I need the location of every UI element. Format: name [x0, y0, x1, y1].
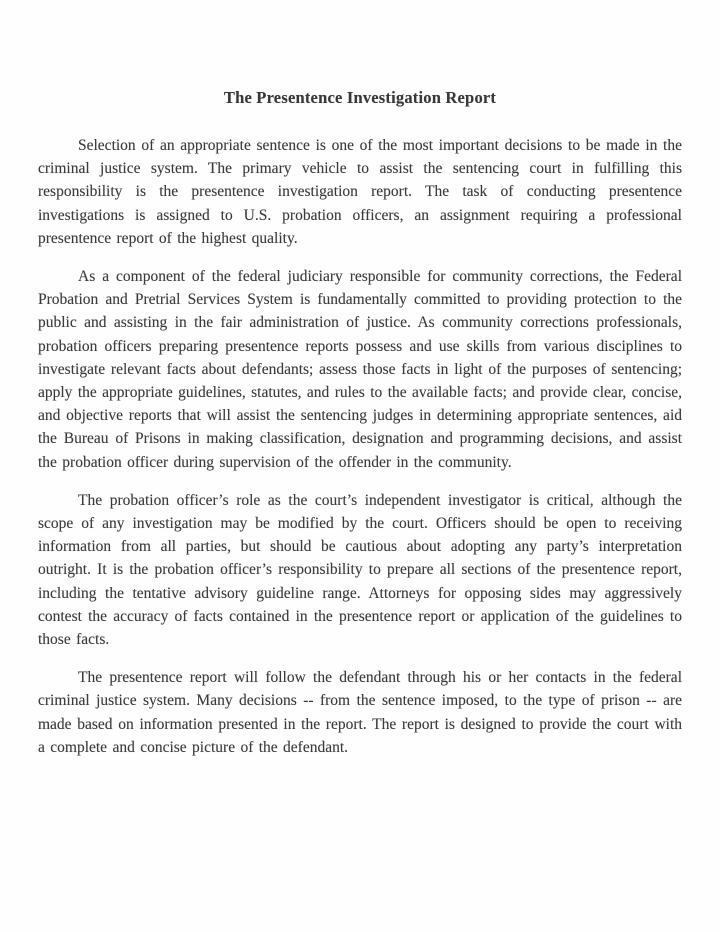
paragraph-probation-officer-role: The probation officer’s role as the court’s independent investigator is critical, although the scope of any investigation may be modified by the court. Officers should be open to receiving information from all parties, but should be cautious about adopting any party’s interpretation outright. It is the probation officer’s responsibility to prepare all sections of the presentence report, including the tentative advisory guideline range. Attorneys for opposing sides may aggressively contest the accuracy of facts contained in the presentence report or application of the guidelines to those facts. — [38, 491, 682, 649]
paragraph-selection-of-sentence: Selection of an appropriate sentence is one of the most important decisions to be made in the criminal justice system. The primary vehicle to assist the sentencing court in fulfilling this responsibility is the presentence investigation report. The task of conducting presentence investigations is assigned to U.S. probation officers, an assignment requiring a professional presentence report of the highest quality. — [38, 137, 682, 247]
paragraph-federal-judiciary-component: As a component of the federal judiciary responsible for community corrections, the Federal Probation and Pretrial Services System is fundamentally committed to providing protection to the public and assisting in the fair administration of justice. As community corrections professionals, probation officers preparing presentence reports possess and use skills from various disciplines to investigate relevant facts about defendants; assess those facts in light of the purposes of sentencing; apply the appropriate guidelines, statutes, and rules to the available facts; and provide clear, concise, and objective reports that will assist the sentencing judges in determining appropriate sentences, aid the Bureau of Prisons in making classification, designation and programming decisions, and assist the probation officer during supervision of the offender in the community. — [38, 268, 682, 471]
document-title: The Presentence Investigation Report — [223, 88, 497, 107]
paragraph-report-follows-defendant: The presentence report will follow the defendant through his or her contacts in the federal criminal justice system. Many decisions -- from the sentence imposed, to the type of prison -- are made based on information presented in the report. The report is designed to provide the court with a complete and concise picture of the defendant. — [38, 669, 682, 756]
